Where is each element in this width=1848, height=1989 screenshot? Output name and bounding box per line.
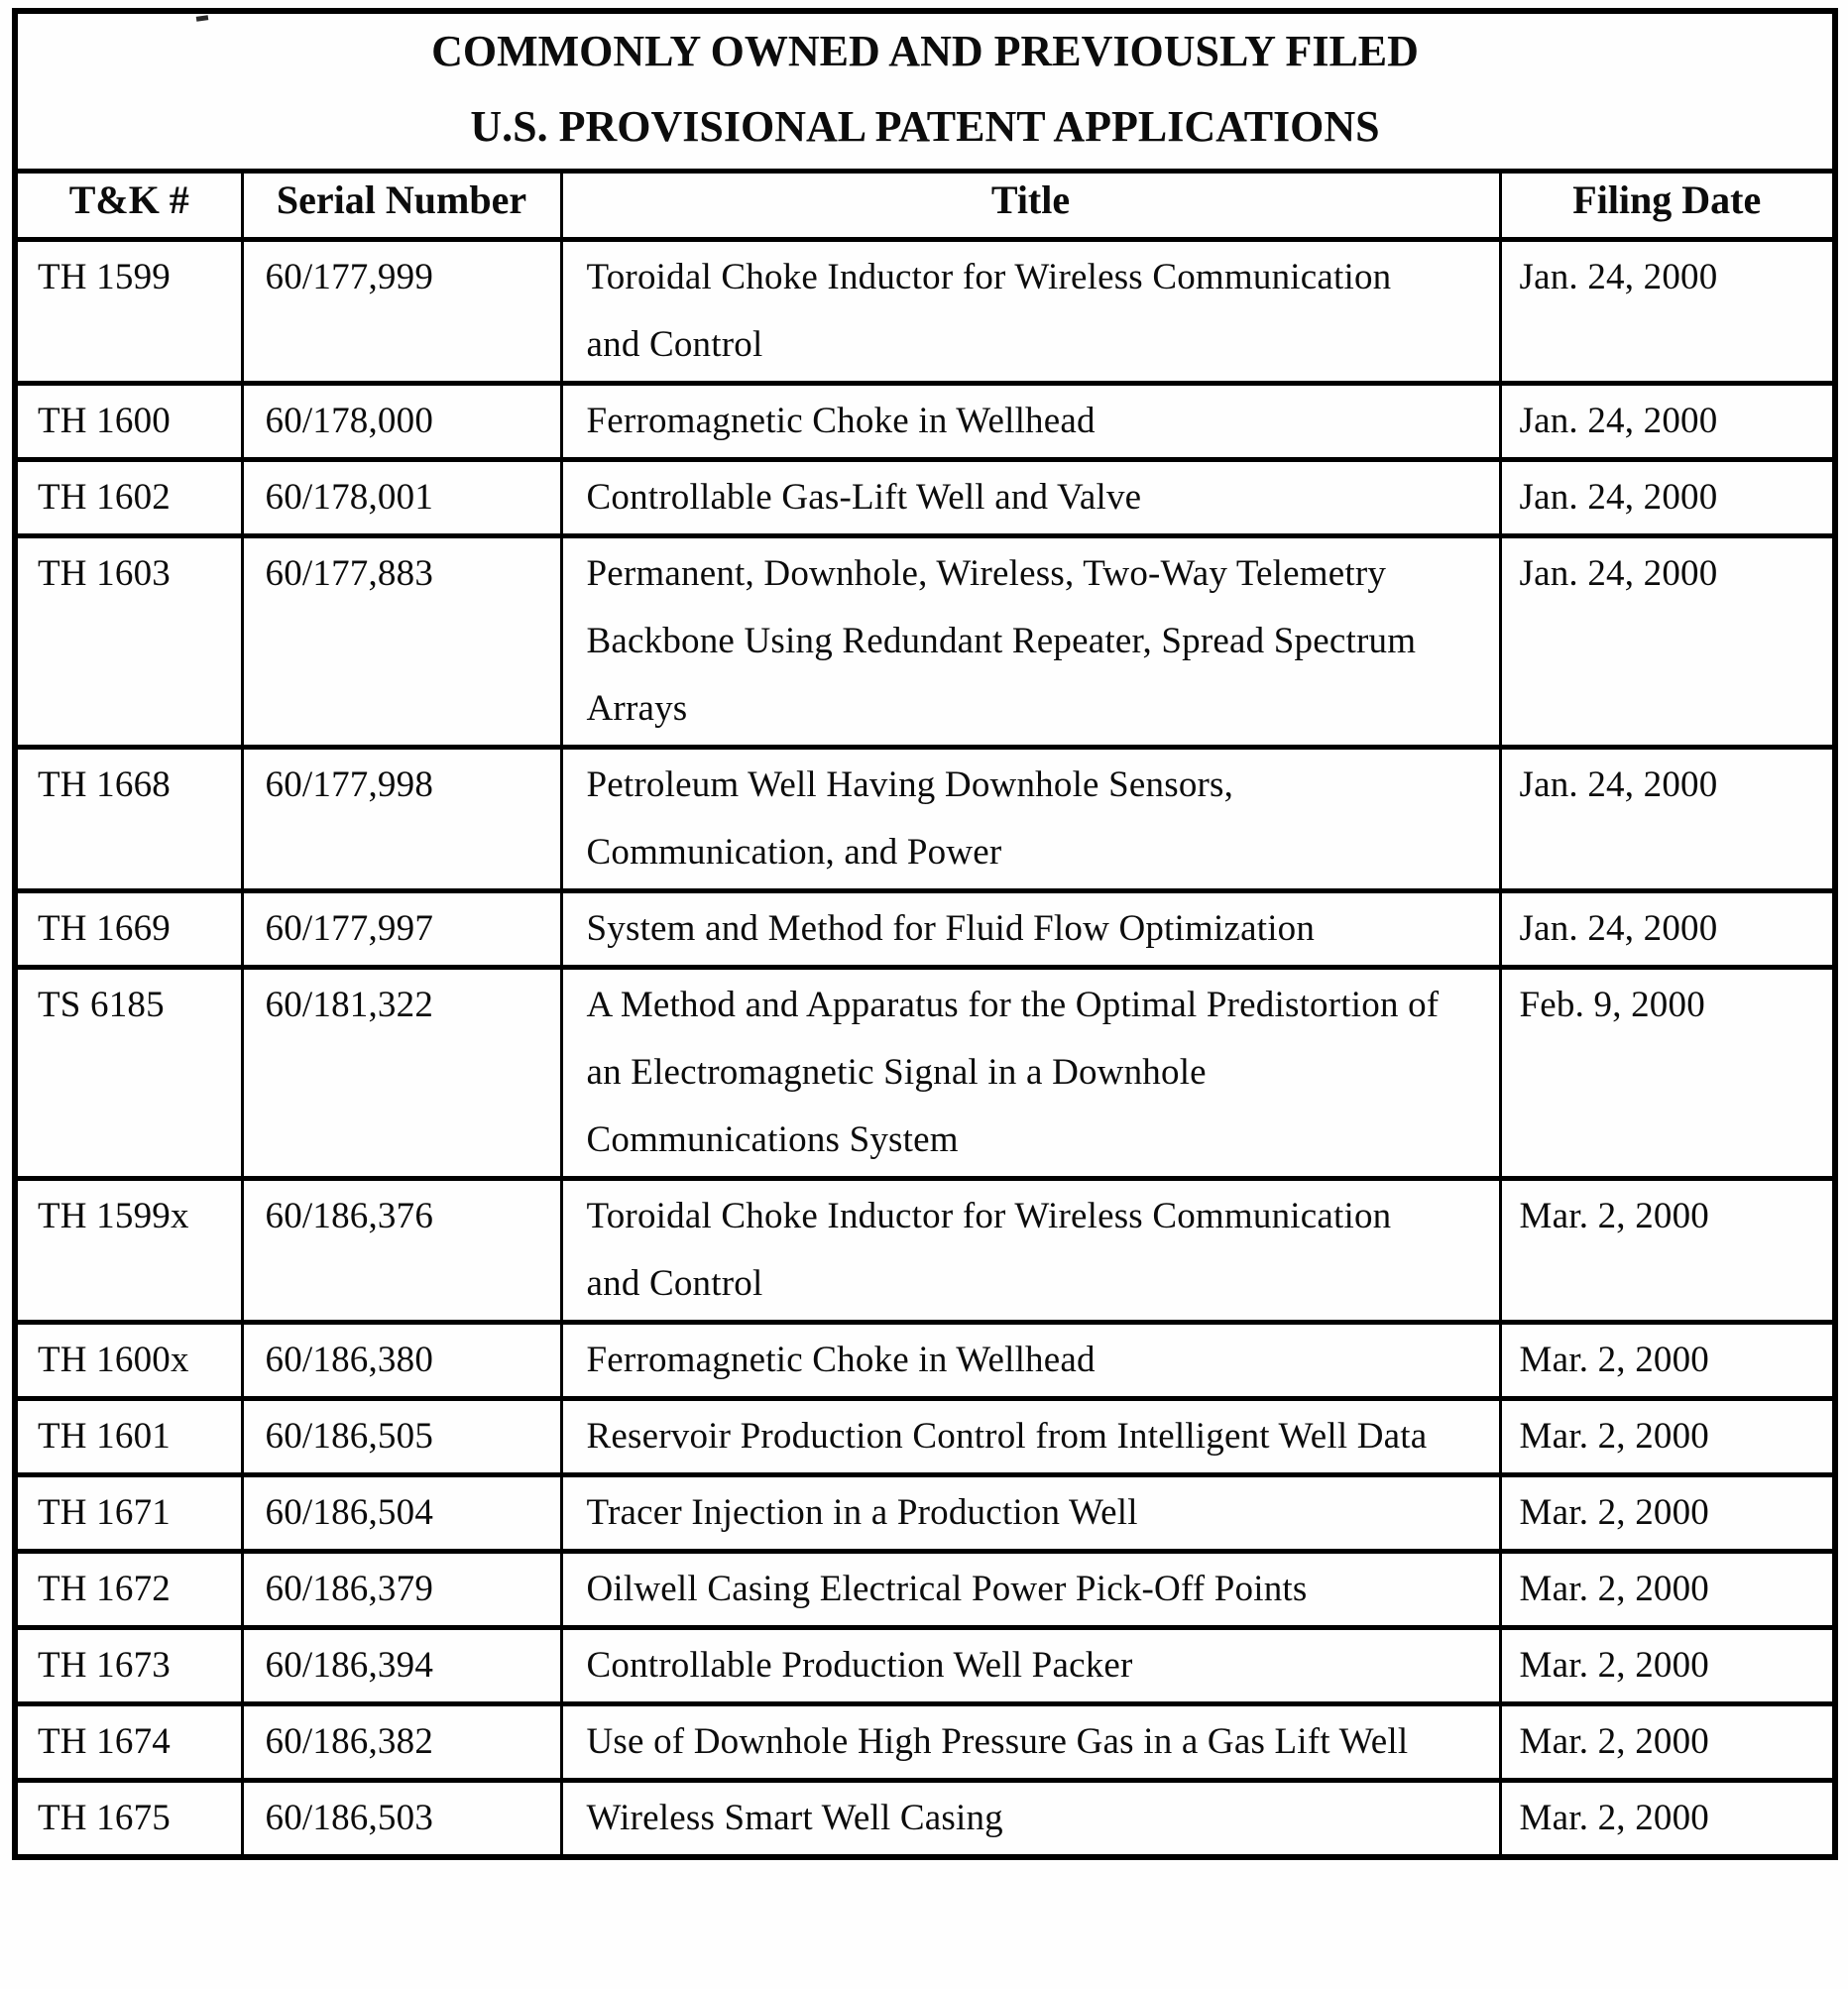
table-row xyxy=(15,1323,1835,1399)
row-title-cell: Ferromagnetic Choke in Wellhead xyxy=(561,1323,1500,1399)
row-serial-cell: 60/178,000 xyxy=(242,384,561,460)
row-filing-date-cell: Mar. 2, 2000 xyxy=(1500,1781,1835,1858)
row-tk-cell: TH 1672 xyxy=(15,1552,242,1628)
table-body xyxy=(15,240,1835,1858)
row-serial-cell: 60/186,380 xyxy=(242,1323,561,1399)
row-serial-cell: 60/177,883 xyxy=(242,536,561,748)
table-row xyxy=(15,1552,1835,1628)
row-serial-cell: 60/181,322 xyxy=(242,968,561,1179)
row-tk-cell: TH 1600x xyxy=(15,1323,242,1399)
column-header-serial-number: Serial Number xyxy=(242,172,561,240)
row-tk-cell: TH 1669 xyxy=(15,891,242,968)
table-row xyxy=(15,460,1835,536)
row-filing-date-cell: Jan. 24, 2000 xyxy=(1500,748,1835,891)
table-row xyxy=(15,1179,1835,1323)
row-serial-cell: 60/186,503 xyxy=(242,1781,561,1858)
row-title-cell: Use of Downhole High Pressure Gas in a Gas Lift Well xyxy=(561,1704,1500,1781)
row-serial-cell: 60/177,997 xyxy=(242,891,561,968)
table-row xyxy=(15,968,1835,1179)
row-serial-cell: 60/177,999 xyxy=(242,240,561,384)
table-row xyxy=(15,1475,1835,1552)
row-filing-date-cell: Jan. 24, 2000 xyxy=(1500,460,1835,536)
table-header-row xyxy=(15,172,1835,240)
table-row xyxy=(15,1399,1835,1475)
row-filing-date-cell: Jan. 24, 2000 xyxy=(1500,891,1835,968)
row-tk-cell: TH 1673 xyxy=(15,1628,242,1704)
row-title-cell: Controllable Gas-Lift Well and Valve xyxy=(561,460,1500,536)
row-serial-cell: 60/186,382 xyxy=(242,1704,561,1781)
table-row xyxy=(15,748,1835,891)
row-tk-cell: TH 1599 xyxy=(15,240,242,384)
table-row xyxy=(15,1781,1835,1858)
row-filing-date-cell: Mar. 2, 2000 xyxy=(1500,1475,1835,1552)
row-title-cell: Controllable Production Well Packer xyxy=(561,1628,1500,1704)
row-tk-cell: TH 1675 xyxy=(15,1781,242,1858)
row-title-cell: Petroleum Well Having Downhole Sensors, Communication, and Power xyxy=(561,748,1500,891)
row-title-cell: Tracer Injection in a Production Well xyxy=(561,1475,1500,1552)
column-header-tk-number: T&K # xyxy=(15,172,242,240)
row-tk-cell: TH 1600 xyxy=(15,384,242,460)
row-filing-date-cell: Mar. 2, 2000 xyxy=(1500,1552,1835,1628)
row-title-cell: Oilwell Casing Electrical Power Pick-Off Points xyxy=(561,1552,1500,1628)
row-tk-cell: TH 1674 xyxy=(15,1704,242,1781)
row-serial-cell: 60/186,505 xyxy=(242,1399,561,1475)
patent-applications-table xyxy=(12,8,1838,1860)
row-filing-date-cell: Feb. 9, 2000 xyxy=(1500,968,1835,1179)
table-title-row xyxy=(15,11,1835,172)
row-title-cell: Toroidal Choke Inductor for Wireless Communication and Control xyxy=(561,1179,1500,1323)
table-row xyxy=(15,384,1835,460)
row-serial-cell: 60/186,376 xyxy=(242,1179,561,1323)
row-serial-cell: 60/178,001 xyxy=(242,460,561,536)
row-title-cell: Reservoir Production Control from Intelligent Well Data xyxy=(561,1399,1500,1475)
table-row xyxy=(15,240,1835,384)
table-title-line1: COMMONLY OWNED AND PREVIOUSLY FILED xyxy=(431,27,1419,75)
row-tk-cell: TH 1671 xyxy=(15,1475,242,1552)
column-header-filing-date: Filing Date xyxy=(1500,172,1835,240)
row-filing-date-cell: Mar. 2, 2000 xyxy=(1500,1179,1835,1323)
row-tk-cell: TH 1601 xyxy=(15,1399,242,1475)
row-filing-date-cell: Jan. 24, 2000 xyxy=(1500,384,1835,460)
table-title-line2: U.S. PROVISIONAL PATENT APPLICATIONS xyxy=(470,102,1380,151)
row-filing-date-cell: Jan. 24, 2000 xyxy=(1500,240,1835,384)
row-serial-cell: 60/186,504 xyxy=(242,1475,561,1552)
column-header-title: Title xyxy=(561,172,1500,240)
row-filing-date-cell: Mar. 2, 2000 xyxy=(1500,1323,1835,1399)
row-title-cell: A Method and Apparatus for the Optimal Predistortion of an Electromagnetic Signal in a Downhole Communications System xyxy=(561,968,1500,1179)
row-filing-date-cell: Mar. 2, 2000 xyxy=(1500,1628,1835,1704)
row-tk-cell: TH 1668 xyxy=(15,748,242,891)
table-row xyxy=(15,1628,1835,1704)
row-tk-cell: TH 1599x xyxy=(15,1179,242,1323)
row-tk-cell: TH 1603 xyxy=(15,536,242,748)
row-filing-date-cell: Mar. 2, 2000 xyxy=(1500,1399,1835,1475)
table-title xyxy=(15,11,1835,172)
table-row xyxy=(15,1704,1835,1781)
table-row xyxy=(15,891,1835,968)
row-title-cell: Permanent, Downhole, Wireless, Two-Way Telemetry Backbone Using Redundant Repeater, Spread Spectrum Arrays xyxy=(561,536,1500,748)
row-serial-cell: 60/186,379 xyxy=(242,1552,561,1628)
row-filing-date-cell: Mar. 2, 2000 xyxy=(1500,1704,1835,1781)
row-title-cell: Wireless Smart Well Casing xyxy=(561,1781,1500,1858)
row-tk-cell: TH 1602 xyxy=(15,460,242,536)
table-row xyxy=(15,536,1835,748)
row-serial-cell: 60/177,998 xyxy=(242,748,561,891)
row-filing-date-cell: Jan. 24, 2000 xyxy=(1500,536,1835,748)
row-serial-cell: 60/186,394 xyxy=(242,1628,561,1704)
row-title-cell: Toroidal Choke Inductor for Wireless Communication and Control xyxy=(561,240,1500,384)
row-tk-cell: TS 6185 xyxy=(15,968,242,1179)
row-title-cell: System and Method for Fluid Flow Optimization xyxy=(561,891,1500,968)
row-title-cell: Ferromagnetic Choke in Wellhead xyxy=(561,384,1500,460)
